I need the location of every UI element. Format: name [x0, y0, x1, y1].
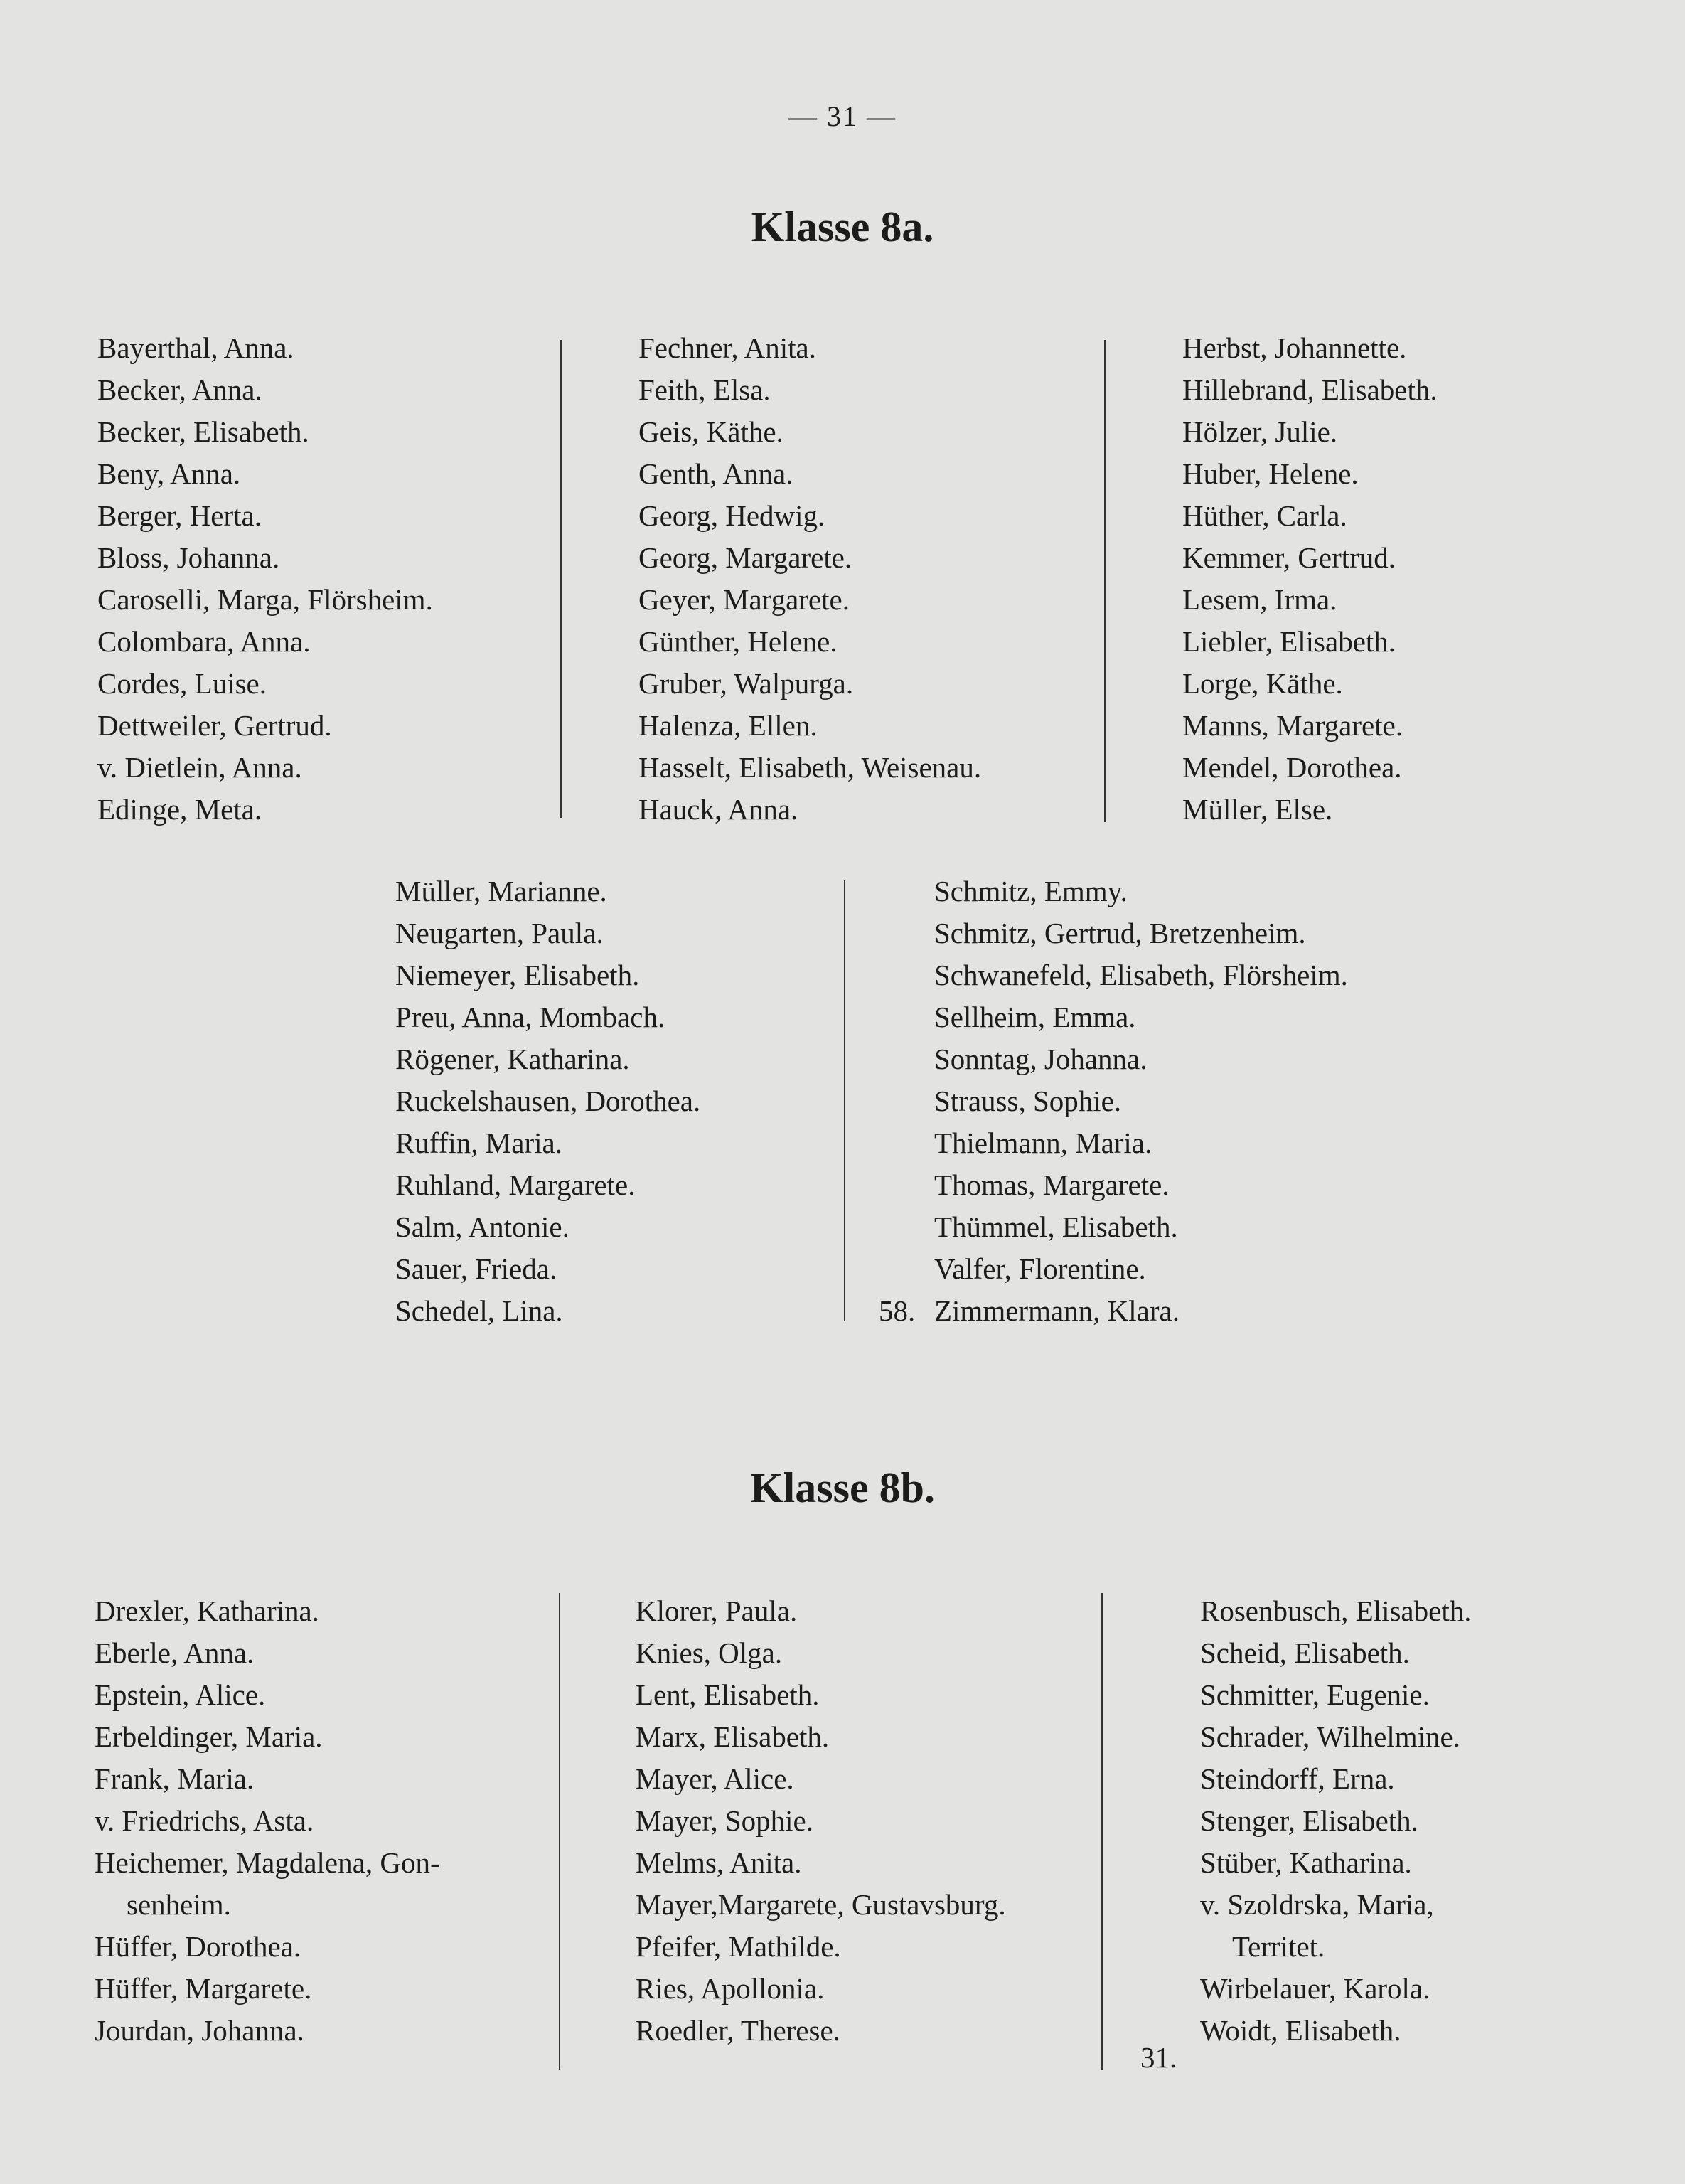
name-entry: Becker, Anna.	[97, 373, 262, 406]
name-entry: Dettweiler, Gertrud.	[97, 709, 332, 742]
name-entry: Rosenbusch, Elisabeth.	[1200, 1594, 1472, 1627]
name-entry: Jourdan, Johanna.	[95, 2014, 304, 2047]
name-entry: Schwanefeld, Elisabeth, Flörsheim.	[934, 959, 1348, 991]
name-entry: Lesem, Irma.	[1182, 583, 1337, 616]
name-entry: Mayer,Margarete, Gustavsburg.	[636, 1888, 1006, 1921]
name-entry: Schmitz, Emmy.	[934, 875, 1128, 907]
class-8a-heading: Klasse 8a.	[751, 203, 934, 250]
name-entry: Huber, Helene.	[1182, 457, 1359, 490]
name-entry: Scheid, Elisabeth.	[1200, 1636, 1410, 1669]
class-8b-total-count: 31.	[1140, 2041, 1177, 2074]
name-entry: Steindorff, Erna.	[1200, 1762, 1395, 1795]
name-entry: Müller, Marianne.	[395, 875, 607, 907]
name-entry: Ruhland, Margarete.	[395, 1168, 636, 1201]
name-entry: Liebler, Elisabeth.	[1182, 625, 1396, 658]
name-entry: Colombara, Anna.	[97, 625, 311, 658]
name-entry: Mayer, Alice.	[636, 1762, 794, 1795]
name-entry: Hüther, Carla.	[1182, 499, 1347, 532]
name-entry: Schmitter, Eugenie.	[1200, 1678, 1430, 1711]
name-entry: Genth, Anna.	[638, 457, 793, 490]
class-8a-top-column-1	[97, 327, 433, 831]
name-entry: Günther, Helene.	[638, 625, 838, 658]
name-entry: Zimmermann, Klara.	[934, 1294, 1180, 1327]
name-entry: Hauck, Anna.	[638, 793, 798, 826]
name-entry: Ruffin, Maria.	[395, 1126, 562, 1159]
name-entry: Mayer, Sophie.	[636, 1804, 814, 1837]
name-entry: Neugarten, Paula.	[395, 917, 604, 949]
name-entry: Erbeldinger, Maria.	[95, 1720, 323, 1753]
name-entry: Salm, Antonie.	[395, 1210, 569, 1243]
name-entry: Halenza, Ellen.	[638, 709, 818, 742]
name-entry: Cordes, Luise.	[97, 667, 267, 700]
name-entry: Geyer, Margarete.	[638, 583, 850, 616]
name-entry: Drexler, Katharina.	[95, 1594, 319, 1627]
name-entry: Stüber, Katharina.	[1200, 1846, 1412, 1879]
name-entry: Müller, Else.	[1182, 793, 1333, 826]
name-entry: Hölzer, Julie.	[1182, 415, 1338, 448]
class-8a-bottom-column-2	[934, 870, 1348, 1332]
name-entry: Epstein, Alice.	[95, 1678, 266, 1711]
class-8b-column-2	[636, 1590, 1006, 2052]
class-8a-top-column-3	[1182, 327, 1438, 831]
name-entry: Berger, Herta.	[97, 499, 262, 532]
name-entry: Pfeifer, Mathilde.	[636, 1930, 841, 1963]
name-entry: Territet.	[1232, 1930, 1325, 1963]
name-entry: Eberle, Anna.	[95, 1636, 255, 1669]
name-entry: Sellheim, Emma.	[934, 1001, 1136, 1033]
class-8a-top-column-2	[638, 327, 981, 831]
name-entry: Sauer, Frieda.	[395, 1252, 557, 1285]
class-8b-column-1	[95, 1590, 440, 2052]
name-entry: Roedler, Therese.	[636, 2014, 840, 2047]
name-entry: Knies, Olga.	[636, 1636, 783, 1669]
name-entry: Woidt, Elisabeth.	[1200, 2014, 1401, 2047]
name-entry: v. Szoldrska, Maria,	[1200, 1888, 1434, 1921]
name-entry: v. Friedrichs, Asta.	[95, 1804, 314, 1837]
class-8a-bottom-column-1	[395, 870, 700, 1332]
name-entry: Lent, Elisabeth.	[636, 1678, 820, 1711]
name-entry: Gruber, Walpurga.	[638, 667, 854, 700]
name-entry: Mendel, Dorothea.	[1182, 751, 1402, 784]
name-entry: Manns, Margarete.	[1182, 709, 1403, 742]
name-entry: Georg, Hedwig.	[638, 499, 825, 532]
name-entry: Thielmann, Maria.	[934, 1126, 1152, 1159]
name-entry: Ruckelshausen, Dorothea.	[395, 1085, 701, 1117]
name-entry: Kemmer, Gertrud.	[1182, 541, 1396, 574]
column-divider	[560, 340, 562, 818]
name-entry: senheim.	[127, 1888, 231, 1921]
name-entry: Bayerthal, Anna.	[97, 331, 294, 364]
column-divider	[559, 1593, 560, 2070]
name-entry: Fechner, Anita.	[638, 331, 816, 364]
name-entry: Schrader, Wilhelmine.	[1200, 1720, 1460, 1753]
page-number: — 31 —	[788, 100, 897, 132]
name-entry: Hillebrand, Elisabeth.	[1182, 373, 1438, 406]
name-entry: Bloss, Johanna.	[97, 541, 280, 574]
name-entry: Caroselli, Marga, Flörsheim.	[97, 583, 433, 616]
name-entry: Klorer, Paula.	[636, 1594, 798, 1627]
name-entry: Herbst, Johannette.	[1182, 331, 1407, 364]
name-entry: Frank, Maria.	[95, 1762, 255, 1795]
column-divider	[844, 880, 845, 1321]
name-entry: Melms, Anita.	[636, 1846, 802, 1879]
column-divider	[1104, 340, 1106, 822]
class-8b-column-3	[1200, 1590, 1471, 2052]
name-entry: Becker, Elisabeth.	[97, 415, 309, 448]
name-entry: Thümmel, Elisabeth.	[934, 1210, 1178, 1243]
column-divider	[1101, 1593, 1103, 2070]
name-entry: Ries, Apollonia.	[636, 1972, 825, 2005]
name-entry: Heichemer, Magdalena, Gon-	[95, 1846, 440, 1879]
name-entry: Hüffer, Dorothea.	[95, 1930, 301, 1963]
name-entry: Stenger, Elisabeth.	[1200, 1804, 1418, 1837]
name-entry: Wirbelauer, Karola.	[1200, 1972, 1430, 2005]
name-entry: Feith, Elsa.	[638, 373, 771, 406]
name-entry: Schmitz, Gertrud, Bretzenheim.	[934, 917, 1306, 949]
name-entry: Schedel, Lina.	[395, 1294, 563, 1327]
name-entry: Geis, Käthe.	[638, 415, 783, 448]
name-entry: Hüffer, Margarete.	[95, 1972, 312, 2005]
name-entry: v. Dietlein, Anna.	[97, 751, 302, 784]
name-entry: Marx, Elisabeth.	[636, 1720, 830, 1753]
class-8a-total-count: 58.	[879, 1294, 916, 1327]
name-entry: Hasselt, Elisabeth, Weisenau.	[638, 751, 982, 784]
class-8b-heading: Klasse 8b.	[749, 1464, 936, 1511]
name-entry: Niemeyer, Elisabeth.	[395, 959, 640, 991]
name-entry: Beny, Anna.	[97, 457, 241, 490]
name-entry: Sonntag, Johanna.	[934, 1043, 1148, 1075]
name-entry: Valfer, Florentine.	[934, 1252, 1146, 1285]
name-entry: Strauss, Sophie.	[934, 1085, 1122, 1117]
name-entry: Thomas, Margarete.	[934, 1168, 1170, 1201]
name-entry: Preu, Anna, Mombach.	[395, 1001, 665, 1033]
name-entry: Rögener, Katharina.	[395, 1043, 630, 1075]
name-entry: Edinge, Meta.	[97, 793, 262, 826]
name-entry: Lorge, Käthe.	[1182, 667, 1343, 700]
name-entry: Georg, Margarete.	[638, 541, 852, 574]
